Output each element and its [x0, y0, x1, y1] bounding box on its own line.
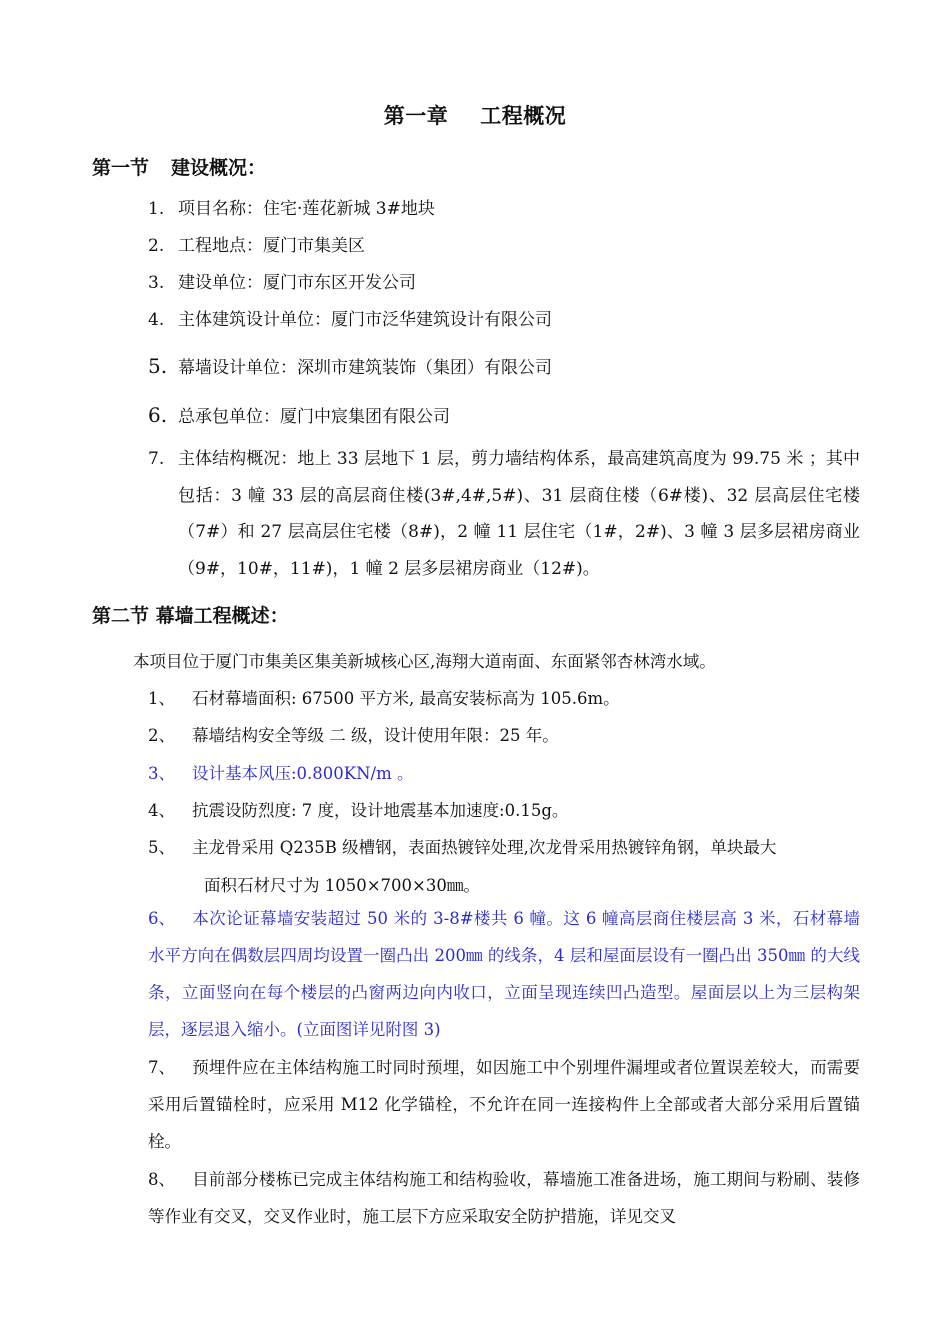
item-number: 8、	[148, 1170, 175, 1189]
list-item	[148, 305, 552, 336]
item-number: 7、	[148, 1058, 175, 1077]
item-text: 主体结构概况：地上 33 层地下 1 层，剪力墙结构体系，最高建筑高度为 99.75 米 ；其中包括：3 幢 33 层的高层商住楼(3#,4#,5#)、31 层商住楼（6#楼)、32 层高层住宅楼（7#）和 27 层高层住宅楼（8#)，2 幢 11 层住宅（1#，2#)、3 幢 3 层多层裙房商业（9#，10#，11#)，1 幢 2 层多层裙房商业（12#)。	[178, 449, 860, 579]
chapter-number: 第一章	[383, 103, 449, 128]
item-text: 幕墙结构安全等级 二 级，设计使用年限：25 年。	[192, 726, 559, 745]
item-number: 1、	[148, 689, 175, 708]
item-text: 本次论证幕墙安装超过 50 米的 3-8#楼共 6 幢。这 6 幢高层商住楼层高 3 米，石材幕墙水平方向在偶数层四周均设置一圈凸出 200㎜ 的线条，4 层和屋面层设有一圈凸出 350㎜ 的大线条，立面竖向在每个楼层的凸窗两边向内收口，立面呈现连续凹凸造型。屋面层以上为三层构架层，逐层退入缩小。(立面图详见附图 3)	[148, 909, 860, 1039]
intro-paragraph: 本项目位于厦门市集美区集美新城核心区,海翔大道南面、东面紧邻杏林湾水域。	[133, 652, 716, 671]
item-text: 工程地点：厦门市集美区	[178, 236, 365, 256]
list-item	[148, 760, 414, 784]
item-number: 4、	[148, 801, 175, 820]
item-number: 6、	[148, 909, 175, 928]
item-number: 2.	[148, 236, 165, 256]
item-number: 6.	[148, 403, 168, 427]
list-item	[148, 268, 416, 299]
item-text: 设计基本风压:0.800KN/m 。	[192, 764, 414, 783]
list-item	[148, 834, 776, 858]
item-number: 1.	[148, 199, 165, 219]
item-text: 幕墙设计单位：深圳市建筑装饰（集团）有限公司	[178, 358, 552, 378]
section1-title	[92, 153, 266, 180]
list-item	[148, 400, 450, 433]
chapter-name: 工程概况	[480, 103, 567, 128]
list-item	[148, 441, 860, 587]
list-item	[148, 722, 559, 746]
item-continuation: 面积石材尺寸为 1050×700×30㎜。	[204, 876, 480, 895]
item-number: 3.	[148, 273, 165, 293]
item-text: 总承包单位：厦门中宸集团有限公司	[178, 407, 450, 427]
item-text: 项目名称：住宅·莲花新城 3#地块	[178, 199, 435, 219]
section2-title: 第二节 幕墙工程概述：	[92, 605, 289, 627]
list-item	[148, 1161, 860, 1235]
section1-number: 第一节	[92, 157, 150, 179]
item-number: 5.	[148, 354, 168, 378]
item-text: 主龙骨采用 Q235B 级槽钢，表面热镀锌处理,次龙骨采用热镀锌角钢，单块最大	[192, 838, 777, 857]
list-item	[148, 685, 620, 709]
item-number: 2、	[148, 726, 175, 745]
list-item	[148, 900, 860, 1048]
item-number: 5、	[148, 838, 175, 857]
list-item	[148, 231, 365, 262]
list-item	[148, 194, 435, 225]
section1-name: 建设概况：	[171, 157, 267, 179]
item-text: 主体建筑设计单位：厦门市泛华建筑设计有限公司	[178, 310, 552, 330]
item-number: 7.	[148, 449, 165, 469]
item-text: 建设单位：厦门市东区开发公司	[178, 273, 416, 293]
item-text: 抗震设防烈度: 7 度，设计地震基本加速度:0.15g。	[192, 801, 569, 820]
list-item	[148, 351, 552, 384]
chapter-title	[0, 100, 950, 130]
item-text: 预埋件应在主体结构施工时同时预埋，如因施工中个别埋件漏埋或者位置误差较大，而需要采用后置锚栓时，应采用 M12 化学锚栓，不允许在同一连接构件上全部或者大部分采用后置锚栓。	[148, 1058, 860, 1151]
item-text: 石材幕墙面积: 67500 平方米, 最高安装标高为 105.6m。	[192, 689, 620, 708]
item-number: 3、	[148, 764, 175, 783]
item-number: 4.	[148, 310, 165, 330]
item-text: 目前部分楼栋已完成主体结构施工和结构验收，幕墙施工准备进场，施工期间与粉刷、装修等作业有交叉，交叉作业时，施工层下方应采取安全防护措施，详见交叉	[148, 1170, 860, 1226]
list-item	[148, 1049, 860, 1160]
list-item	[148, 797, 568, 821]
